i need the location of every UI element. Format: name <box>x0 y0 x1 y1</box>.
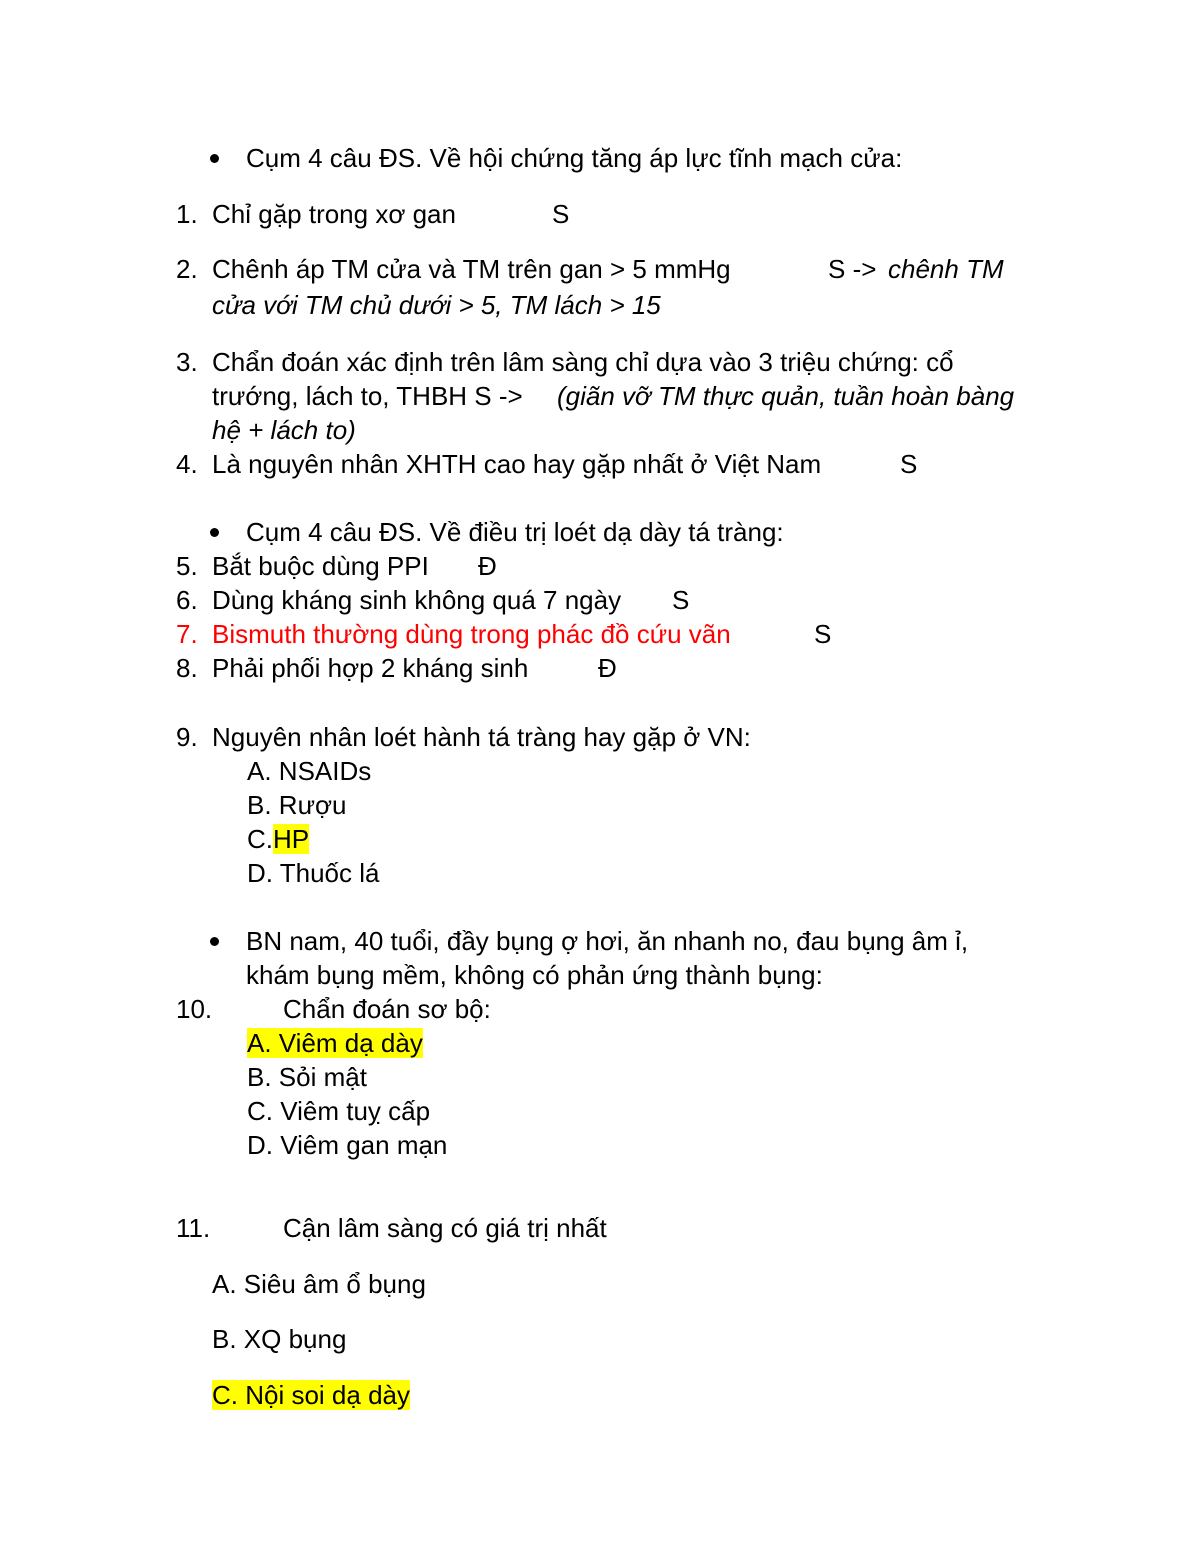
answer-mark: S <box>672 585 690 615</box>
option-c-label: C. <box>247 824 273 854</box>
option-c <box>212 1378 410 1412</box>
question-number: 9. <box>176 722 198 752</box>
question-text: trướng, lách to, THBH S -> <box>212 381 523 411</box>
question-text: Chênh áp TM cửa và TM trên gan > 5 mmHg <box>212 254 731 284</box>
answer-note: chênh TM <box>888 254 1004 284</box>
option-a <box>247 1026 423 1060</box>
option-c <box>247 822 309 856</box>
option-a: A. NSAIDs <box>247 756 372 786</box>
question-text-red: Bismuth thường dùng trong phác đồ cứu vãn <box>212 619 731 649</box>
question-text: Phải phối hợp 2 kháng sinh <box>212 653 529 683</box>
option-b: B. Sỏi mật <box>247 1062 367 1092</box>
answer-note: cửa với TM chủ dưới > 5, TM lách > 15 <box>212 290 661 320</box>
question-number: 10. <box>176 994 213 1024</box>
question-number: 6. <box>176 585 198 615</box>
answer-mark: S <box>900 449 918 479</box>
question-text: Là nguyên nhân XHTH cao hay gặp nhất ở Việt Nam <box>212 449 822 479</box>
question-number: 7. <box>176 619 198 649</box>
answer-mark: Đ <box>478 551 497 581</box>
option-c-highlighted-answer: HP <box>273 824 310 854</box>
question-text: Dùng kháng sinh không quá 7 ngày <box>212 585 622 615</box>
answer-mark: S <box>814 619 832 649</box>
question-text: Bắt buộc dùng PPI <box>212 551 429 581</box>
answer-note: (giãn vỡ TM thực quản, tuần hoàn bàng <box>557 381 1015 411</box>
option-c-highlighted-answer: C. Nội soi dạ dày <box>212 1380 410 1410</box>
question-number: 3. <box>176 347 198 377</box>
bullet-dot <box>210 515 219 549</box>
bullet-dot <box>210 141 219 175</box>
case-description: BN nam, 40 tuổi, đầy bụng ợ hơi, ăn nhanh no, đau bụng âm ỉ, <box>246 926 969 956</box>
option-b: B. Rượu <box>247 790 347 820</box>
case-description: khám bụng mềm, không có phản ứng thành bụng: <box>246 960 823 990</box>
question-text: Chẩn đoán xác định trên lâm sàng chỉ dựa vào 3 triệu chứng: cổ <box>212 347 954 377</box>
answer-mark: Đ <box>598 653 617 683</box>
question-text: Nguyên nhân loét hành tá tràng hay gặp ở VN: <box>212 722 751 752</box>
answer-note: hệ + lách to) <box>212 415 356 445</box>
option-d: D. Thuốc lá <box>247 858 380 888</box>
question-text: Cận lâm sàng có giá trị nhất <box>283 1213 607 1243</box>
option-a: A. Siêu âm ổ bụng <box>212 1269 426 1299</box>
option-a-highlighted-answer: A. Viêm dạ dày <box>247 1028 423 1058</box>
question-number: 4. <box>176 449 198 479</box>
question-number: 2. <box>176 254 198 284</box>
option-b: B. XQ bụng <box>212 1324 347 1354</box>
question-number: 8. <box>176 653 198 683</box>
option-d: D. Viêm gan mạn <box>247 1130 448 1160</box>
answer-mark: S -> <box>828 254 877 284</box>
bullet-dot <box>210 924 219 958</box>
question-number: 5. <box>176 551 198 581</box>
answer-mark: S <box>552 199 570 229</box>
question-number: 11. <box>176 1213 211 1243</box>
section-heading-portal-hypertension: Cụm 4 câu ĐS. Về hội chứng tăng áp lực tĩnh mạch cửa: <box>246 143 903 173</box>
option-c: C. Viêm tuỵ cấp <box>247 1096 431 1126</box>
question-text: Chẩn đoán sơ bộ: <box>283 994 491 1024</box>
question-text: Chỉ gặp trong xơ gan <box>212 199 456 229</box>
question-number: 1. <box>176 199 198 229</box>
section-heading-peptic-ulcer: Cụm 4 câu ĐS. Về điều trị loét dạ dày tá tràng: <box>246 517 784 547</box>
